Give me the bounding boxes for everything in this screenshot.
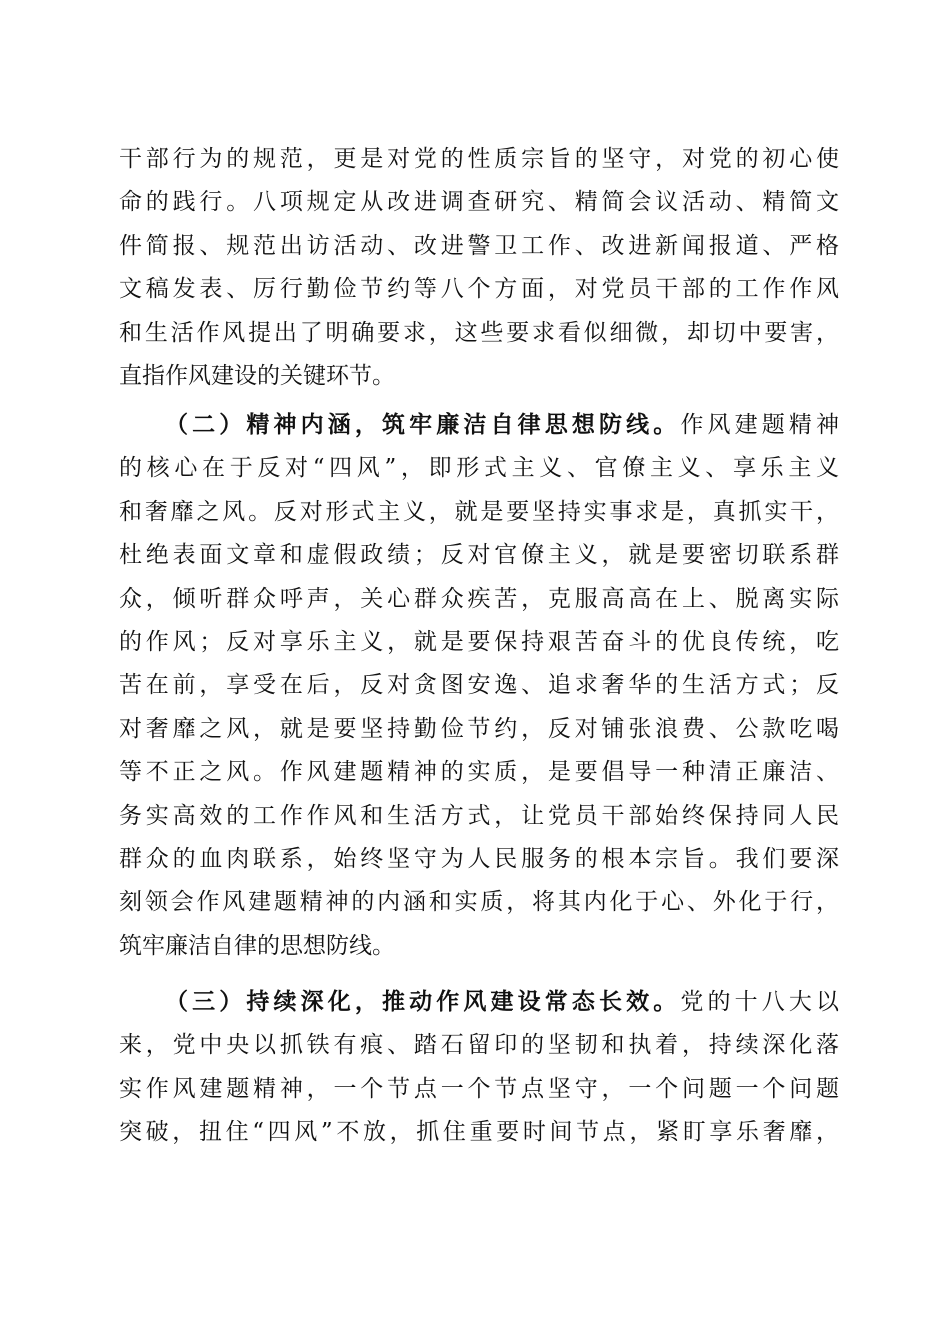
- paragraph-first-line: [119, 981, 839, 1024]
- paragraph-line: 务实高效的工作作风和生活方式，让党员干部始终保持同人民: [119, 802, 839, 829]
- paragraph-line: 直指作风建设的关键环节。: [119, 362, 395, 389]
- paragraph-text: 党的十八大以: [680, 989, 839, 1015]
- paragraph-line: 的作风；反对享乐主义，就是要保持艰苦奋斗的优良传统，吃: [119, 628, 839, 655]
- paragraph-line: 来，党中央以抓铁有痕、踏石留印的坚韧和执着，持续深化落: [119, 1032, 839, 1059]
- paragraph-line: 苦在前，享受在后，反对贪图安逸、追求奢华的生活方式；反: [119, 672, 839, 699]
- paragraph-3: [119, 981, 839, 1155]
- paragraph-text: 作风建题精神: [680, 412, 839, 438]
- paragraph-line: 和奢靡之风。反对形式主义，就是要坚持实事求是，真抓实干，: [119, 498, 839, 525]
- paragraph-first-line: [119, 404, 839, 447]
- paragraph-line: 干部行为的规范，更是对党的性质宗旨的坚守，对党的初心使: [119, 146, 839, 172]
- paragraph-line: 的核心在于反对“四风”，即形式主义、官僚主义、享乐主义: [119, 455, 839, 482]
- paragraph-line: 命的践行。八项规定从改进调查研究、精简会议活动、精简文: [119, 189, 839, 216]
- paragraph-line: 文稿发表、厉行勤俭节约等八个方面，对党员干部的工作作风: [119, 276, 839, 303]
- paragraph-line: 实作风建题精神，一个节点一个节点坚守，一个问题一个问题: [119, 1075, 839, 1102]
- section-heading: （三）持续深化，推动作风建设常态长效。: [165, 989, 681, 1015]
- paragraph-line: 众，倾听群众呼声，关心群众疾苦，克服高高在上、脱离实际: [119, 585, 839, 612]
- paragraph-line: 和生活作风提出了明确要求，这些要求看似细微，却切中要害，: [119, 319, 839, 346]
- paragraph-line: 群众的血肉联系，始终坚守为人民服务的根本宗旨。我们要深: [119, 845, 839, 872]
- paragraph-line: 等不正之风。作风建题精神的实质，是要倡导一种清正廉洁、: [119, 759, 839, 786]
- paragraph-line: 对奢靡之风，就是要坚持勤俭节约，反对铺张浪费、公款吃喝: [119, 715, 839, 742]
- paragraph-line: 杜绝表面文章和虚假政绩；反对官僚主义，就是要密切联系群: [119, 542, 839, 569]
- paragraph-line: 突破，扭住“四风”不放，抓住重要时间节点，紧盯享乐奢靡，: [119, 1119, 839, 1146]
- paragraph-1: [119, 138, 839, 398]
- paragraph-line: 件简报、规范出访活动、改进警卫工作、改进新闻报道、严格: [119, 232, 839, 259]
- paragraph-line: 筑牢廉洁自律的思想防线。: [119, 932, 395, 959]
- paragraph-2: [119, 404, 839, 968]
- section-heading: （二）精神内涵，筑牢廉洁自律思想防线。: [165, 412, 681, 438]
- paragraph-line: 刻领会作风建题精神的内涵和实质，将其内化于心、外化于行，: [119, 889, 839, 916]
